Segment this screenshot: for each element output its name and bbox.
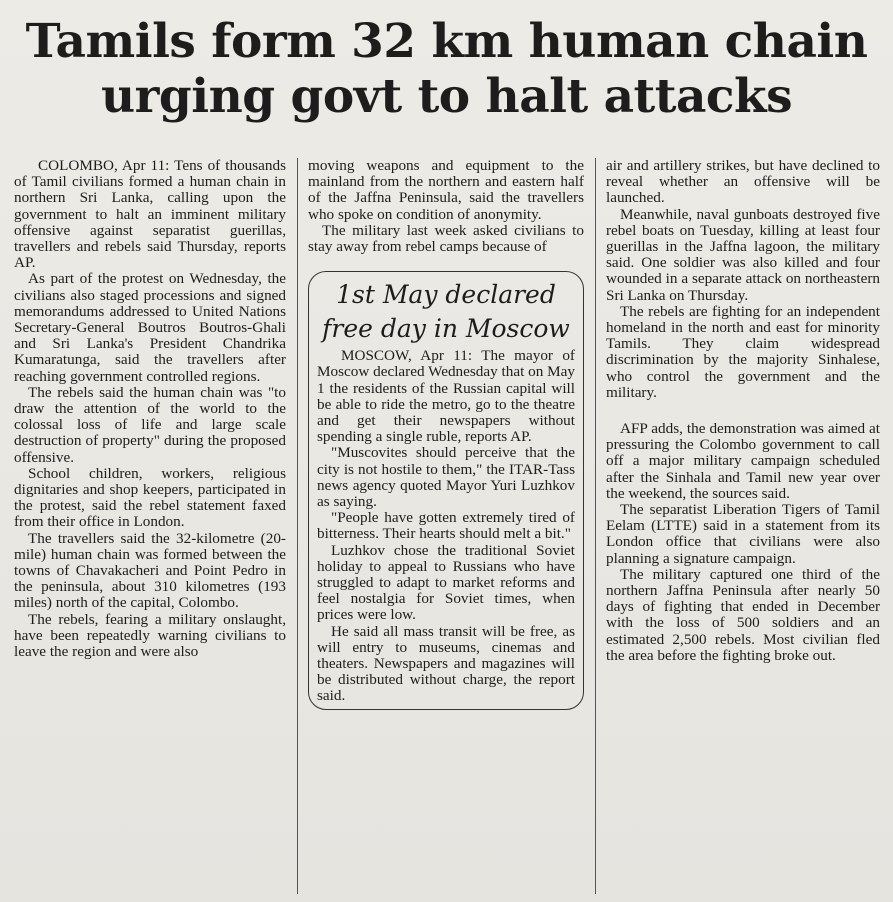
paragraph: The military captured one third of the northern Jaffna Peninsula after nearly 50 days of fighting that ended in December with the loss of 500 soldiers and an estimated 2,500 rebels. Most civilian fled the area before the fighting broke out. [606,565,880,664]
paragraph: MOSCOW, Apr 11: The mayor of Moscow declared Wednesday that on May 1 the residents of the Russian capital will be able to ride the metro, go to the theatre and get their newspapers without spending a single ruble, reports AP. [317,347,575,446]
paragraph-gap [606,401,880,421]
paragraph: The rebels, fearing a military onslaught, have been repeatedly warning civilians to leave the region and were also [14,610,286,661]
article-column-3 [606,158,880,664]
sidebar-story-title [317,278,575,346]
paragraph: "Muscovites should perceive that the city is not hostile to them," the ITAR-Tass news agency quoted Mayor Yuri Luzhkov as saying. [317,444,575,511]
paragraph: The rebels are fighting for an independent homeland in the north and east for minority Tamils. They claim widespread discrimination by the majority Sinhalese, who control the government and the military. [606,302,880,401]
paragraph: The separatist Liberation Tigers of Tamil Eelam (LTTE) said in a statement from its London office that civilians were also planning a signature campaign. [606,501,880,567]
paragraph: air and artillery strikes, but have declined to reveal whether an offensive will be launched. [606,157,880,207]
paragraph: As part of the protest on Wednesday, the civilians also staged processions and signed memorandums addressed to United Nations Secretary-General Boutros Boutros-Ghali and Sri Lanka's President Chandrika Kumaratunga, said the travellers after reaching government controlled regions. [14,270,286,385]
paragraph: School children, workers, religious dignitaries and shop keepers, participated in the protest, said the rebel statement faxed from their office in London. [14,464,286,531]
sidebar-title-line-1: 1st May declared [336,280,556,310]
paragraph: Meanwhile, naval gunboats destroyed five rebel boats on Tuesday, killing at least four guerillas in the Jaffna lagoon, the military said. One soldier was also killed and four wounded in a separate attack on northeastern Sri Lanka on Thursday. [606,205,880,304]
paragraph: Luzhkov chose the traditional Soviet holiday to appeal to Russians who have struggled to adapt to market reforms and feel nostalgia for Soviet times, when prices were low. [317,541,575,624]
article-column-1 [14,158,286,660]
paragraph: He said all mass transit will be free, as will entry to museums, cinemas and theaters. Newspapers and magazines will be distributed without charge, the report said. [317,622,575,705]
paragraph: "People have gotten extremely tired of bitterness. Their hearts should melt a bit." [317,509,575,543]
sidebar-story-box [308,271,584,709]
column-rule [595,158,596,894]
headline [0,14,893,124]
paragraph: AFP adds, the demonstration was aimed at pressuring the Colombo government to call off a major military campaign scheduled after the Sinhala and Tamil new year over the weekend, the sources said. [606,420,880,502]
column-rule [297,158,298,894]
sidebar-title-line-2: free day in Moscow [322,314,570,344]
paragraph: moving weapons and equipment to the mainland from the northern and eastern half of the Jaffna Peninsula, said the travellers who spoke on condition of anonymity. [308,157,584,223]
paragraph: The travellers said the 32-kilometre (20-mile) human chain was formed between the towns of Chavakacheri and Point Pedro in the peninsula, about 310 kilometres (193 miles) north of the capital, Colombo. [14,529,286,612]
headline-line-1: Tamils form 32 km human chain [25,14,868,69]
article-column-2 [308,158,584,710]
paragraph: The rebels said the human chain was "to draw the attention of the world to the colossal loss of life and large scale destruction of property" during the proposed offensive. [14,383,286,466]
paragraph: The military last week asked civilians to stay away from rebel camps because of [308,221,584,256]
headline-line-2: urging govt to halt attacks [100,69,793,124]
paragraph: COLOMBO, Apr 11: Tens of thousands of Tamil civilians formed a human chain in northern Sri Lanka, calling upon the government to halt an imminent military offensive against separatist guerillas, travellers and rebels said Thursday, reports AP. [14,157,286,272]
